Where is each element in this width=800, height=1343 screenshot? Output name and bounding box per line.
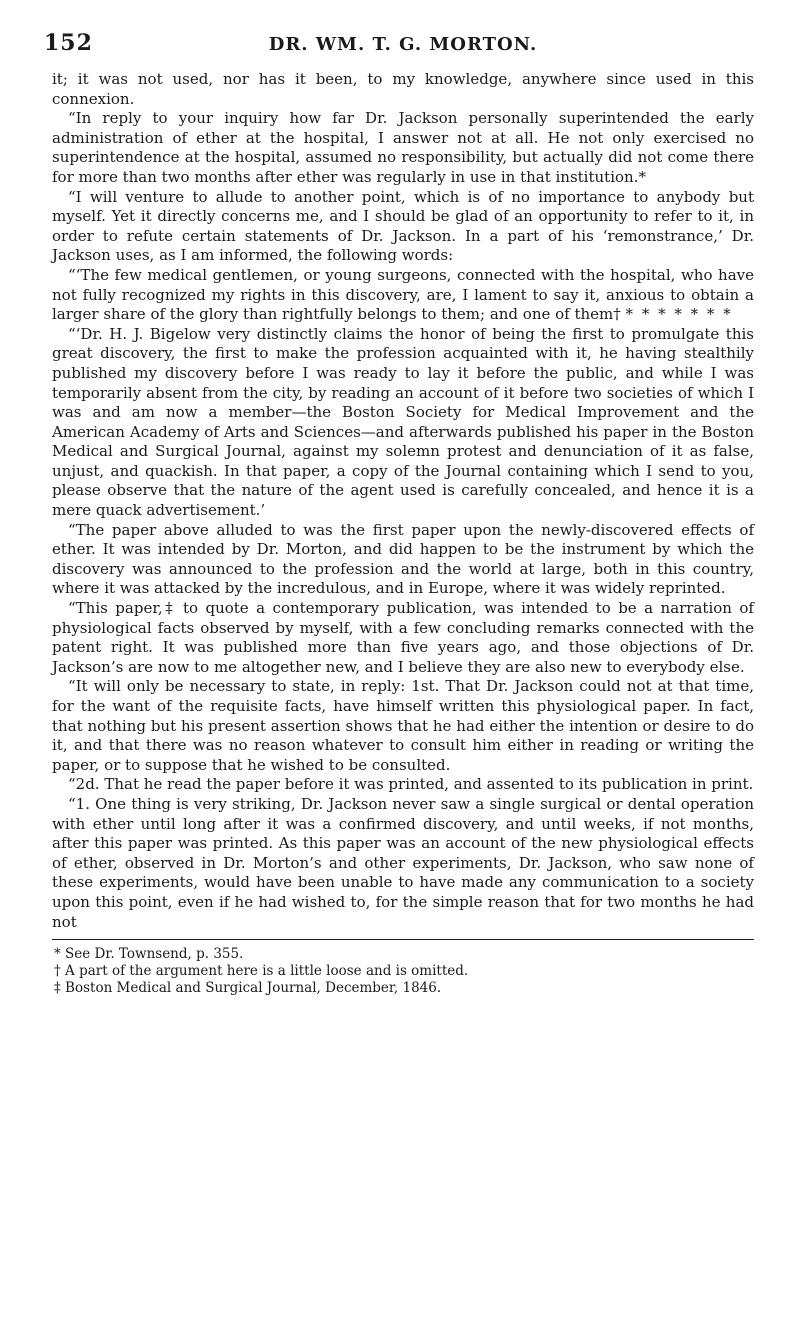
paragraph: “The paper above alluded to was the first paper upon the newly-discovered effects of ether. It was intended by Dr. Morton, and did happen to be the instrument by which the discovery was announced to the profession and the world at large, both in this country, where it was attacked by the incredulous, and in Europe, where it was widely reprinted. (52, 520, 754, 598)
paragraph: “I will venture to allude to another point, which is of no importance to anybody but myself. Yet it directly concerns me, and I should be glad of an opportunity to refer to it, in order to refute certain statements of Dr. Jackson. In a part of his ‘remonstrance,’ Dr. Jackson uses, as I am informed, the following words: (52, 187, 754, 265)
page-header (44, 30, 754, 60)
footnote: † A part of the argument here is a little loose and is omitted. (54, 963, 469, 980)
paragraph: “‘Dr. H. J. Bigelow very distinctly claims the honor of being the first to promulgate this great discovery, the first to make the profession acquainted with it, he having stealthily published my discovery before I was ready to lay it before the public, and while I was temporarily absent from the city, by reading an account of it before two societies of which I was and am now a member—the Boston Society for Medical Improvement and the American Academy of Arts and Sciences—and afterwards published his paper in the Boston Medical and Surgical Journal, against my solemn protest and denunciation of it as false, unjust, and quackish. In that paper, a copy of the Journal containing which I send to you, please observe that the nature of the agent used is carefully concealed, and hence it is a mere quack advertisement.’ (52, 324, 754, 520)
paragraph: “In reply to your inquiry how far Dr. Jackson personally superintended the early administration of ether at the hospital, I answer not at all. He not only exercised no superintendence at the hospital, assumed no responsibility, but actually did not come there for more than two months after ether was regularly in use in that institution.* (52, 109, 754, 186)
paragraph (52, 266, 754, 325)
footnote: * See Dr. Townsend, p. 355. (54, 946, 244, 963)
page-number: 152 (44, 30, 93, 56)
paragraph: “1. One thing is very striking, Dr. Jackson never saw a single surgical or dental operation with ether until long after it was a confirmed discovery, and until weeks, if not months, after this paper was printed. As this paper was an account of the new physiological effects of ether, observed in Dr. Morton’s and other experiments, Dr. Jackson, who saw none of these experiments, would have been unable to have made any communication to a society upon this point, even if he had wished to, for the simple reason that for two months he had not (52, 794, 754, 931)
running-title: DR. WM. T. G. MORTON. (268, 34, 538, 55)
paragraph: “This paper,‡ to quote a contemporary publication, was intended to be a narration of physiological facts observed by myself, with a few concluding remarks connected with the patent right. It was published more than five years ago, and those objections of Dr. Jackson’s are now to me altogether new, and I believe they are also new to everybody else. (52, 599, 754, 676)
paragraph: “It will only be necessary to state, in reply: 1st. That Dr. Jackson could not at that time, for the want of the requisite facts, have himself written this physiological paper. In fact, that nothing but his present assertion shows that he had either the intention or desire to do it, and that there was no reason whatever to consult him either in reading or writing the paper, or to suppose that he wished to be consulted. (52, 677, 754, 774)
footnote-divider (52, 939, 754, 940)
paragraph: “2d. That he read the paper before it was printed, and assented to its publication in print. (68, 775, 754, 794)
quote-text: “‘The few medical gentlemen, or young surgeons, connected with the hospital, who have not fully recognized my rights in this discovery, are, I lament to say it, anxious to obtain a larger share of the glory than rightfully belongs to them; and one of them† (52, 265, 754, 324)
body-text (52, 70, 754, 932)
footnote: ‡ Boston Medical and Surgical Journal, December, 1846. (54, 980, 442, 997)
ellipsis-stars: * * * * * * * (625, 305, 733, 324)
paragraph: it; it was not used, nor has it been, to my knowledge, anywhere since used in this connexion. (52, 70, 754, 108)
book-page (44, 30, 754, 997)
footnotes (52, 946, 754, 997)
